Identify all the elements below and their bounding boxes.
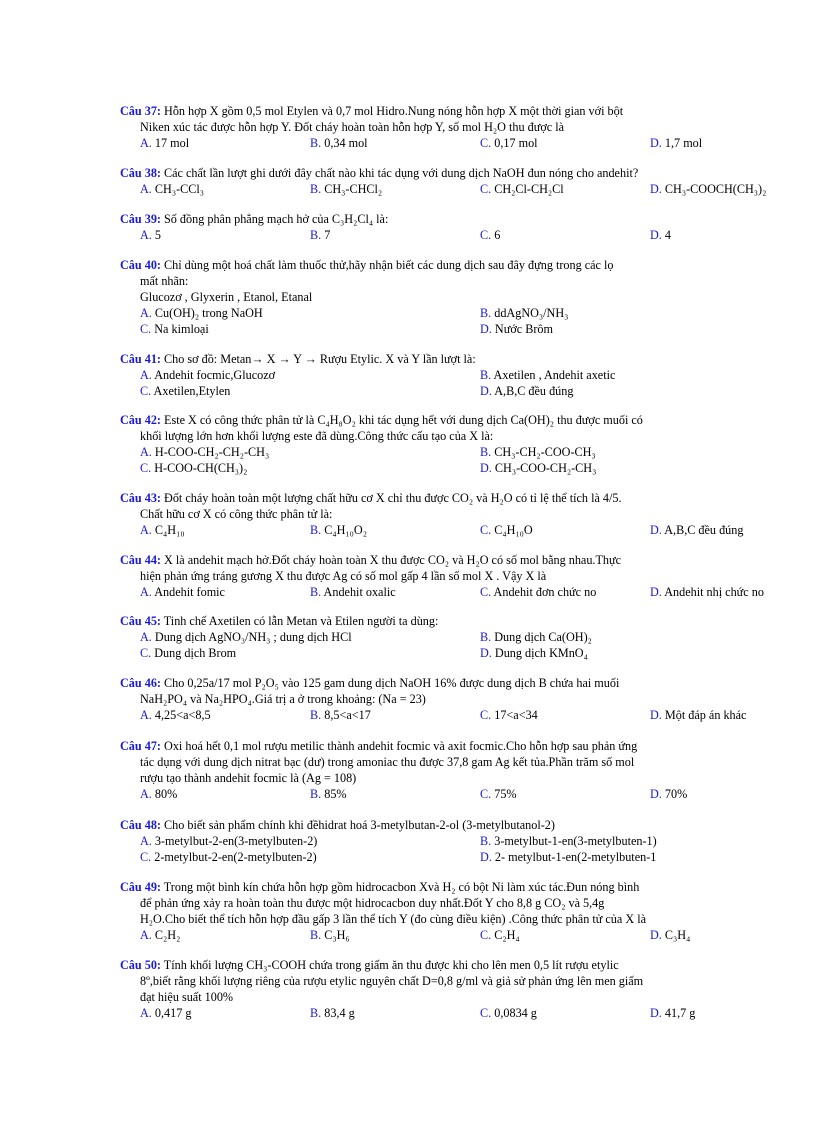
question-text-line [120, 165, 790, 181]
answer-option-key: B. [310, 787, 322, 801]
answer-option-text: CH₃-CHCl₂ [321, 182, 383, 196]
answer-options-row [120, 849, 790, 865]
answer-option-key: A. [140, 787, 152, 801]
question-text: H₂O.Cho biết thể tích hỗn hợp đầu gấp 3 lần thể tích Y (đo cùng điều kiện) .Công thức phân tử của X là [140, 912, 646, 926]
answer-option-text: Andehit focmic,Glucozơ [151, 368, 276, 382]
answer-option [480, 321, 553, 337]
question-text: NaH₂PO₄ và Na₂HPO₄.Giá trị a ở trong khoảng: (Na = 23) [140, 692, 426, 706]
question-text-line [120, 552, 790, 568]
answer-option-key: D. [480, 322, 492, 336]
answer-option-text: Dung dịch Ca(OH)₂ [491, 630, 592, 644]
question-37 [120, 103, 790, 151]
answer-option-key: C. [480, 228, 492, 242]
answer-option [140, 786, 177, 802]
answer-option-text: Dung dịch AgNO₃/NH₃ ; dung dịch HCl [151, 630, 352, 644]
answer-option [140, 707, 211, 723]
answer-option-text: Dung dịch Brom [151, 646, 237, 660]
answer-option-text: Nước Brôm [491, 322, 553, 336]
question-number: Câu 38: [120, 166, 161, 180]
answer-option-key: B. [310, 136, 322, 150]
answer-option-key: C. [140, 461, 152, 475]
answer-option-key: A. [140, 585, 152, 599]
question-39 [120, 211, 790, 243]
answer-option-key: A. [140, 228, 152, 242]
question-49 [120, 879, 790, 943]
answer-options-row [120, 927, 790, 943]
answer-option-text: C₂H₂ [151, 928, 181, 942]
question-text: Số đồng phân phẳng mạch hở của C₃H₂Cl₄ là: [160, 212, 389, 226]
answer-option [650, 786, 687, 802]
answer-option-key: D. [650, 585, 662, 599]
answer-option-text: Andehit fomic [151, 585, 225, 599]
answer-options-row [120, 645, 790, 661]
question-number: Câu 42: [120, 413, 161, 427]
answer-option-text: Cu(OH)₂ trong NaOH [151, 306, 263, 320]
answer-option-key: A. [140, 182, 152, 196]
answer-option [310, 135, 368, 151]
answer-option [480, 135, 538, 151]
answer-option-key: C. [480, 182, 492, 196]
question-number: Câu 40: [120, 258, 161, 272]
answer-option-text: Andehit nhị chức no [661, 585, 764, 599]
answer-option-key: B. [310, 228, 322, 242]
answer-option-text: CH₃-COOCH(CH₃)₂ [661, 182, 767, 196]
answer-option-text: 8,5<a<17 [321, 708, 371, 722]
answer-option-text: 1,7 mol [661, 136, 703, 150]
question-41 [120, 351, 790, 399]
question-text: Este X có công thức phân tử là C₄H₈O₂ khi tác dụng hết với dung dịch Ca(OH)₂ thu được muối có [160, 413, 643, 427]
question-40 [120, 257, 790, 337]
answer-option-text: 0,0834 g [491, 1006, 537, 1020]
answer-option-text: Một đáp án khác [661, 708, 747, 722]
question-text-line [120, 289, 790, 305]
answer-option [140, 181, 204, 197]
answer-option-key: C. [480, 928, 492, 942]
question-text: X là andehit mạch hở.Đốt cháy hoàn toàn X thu được CO₂ và H₂O có số mol bằng nhau.Thực [160, 553, 622, 567]
answer-option-key: B. [480, 630, 492, 644]
answer-option [140, 629, 352, 645]
answer-option [480, 786, 517, 802]
answer-option-key: D. [480, 850, 492, 864]
answer-option-key: C. [480, 585, 492, 599]
answer-option [480, 927, 520, 943]
answer-options-row [120, 227, 790, 243]
answer-option-key: C. [480, 708, 492, 722]
question-number: Câu 44: [120, 553, 161, 567]
answer-option [140, 927, 180, 943]
answer-option-text: 3-metylbut-1-en(3-metylbuten-1) [491, 834, 657, 848]
question-text: tác dụng với dung dịch nitrat bạc (dư) trong amoniac thu được 37,8 gam Ag kết tủa.Phần trăm số mol [140, 755, 635, 769]
question-text-line [120, 211, 790, 227]
question-text: Tính khối lượng CH₃-COOH chứa trong giấm ăn thu được khi cho lên men 0,5 lít rượu etylic [160, 958, 619, 972]
answer-option-text: 0,417 g [151, 1006, 192, 1020]
answer-option-key: A. [140, 1006, 152, 1020]
answer-option [310, 181, 382, 197]
question-number: Câu 45: [120, 614, 161, 628]
answer-option [480, 833, 657, 849]
answer-option [310, 522, 367, 538]
question-text: Chất hữu cơ X có công thức phân tử là: [140, 507, 333, 521]
answer-options-row [120, 629, 790, 645]
question-number: Câu 46: [120, 676, 161, 690]
answer-option [480, 1005, 537, 1021]
question-text-line [120, 817, 790, 833]
answer-option-key: C. [140, 322, 152, 336]
question-text: mất nhãn: [140, 274, 189, 288]
question-number: Câu 37: [120, 104, 161, 118]
question-text-line [120, 119, 790, 135]
answer-option-text: Andehit oxalic [321, 585, 396, 599]
answer-options-row [120, 321, 790, 337]
question-text-line [120, 490, 790, 506]
question-text-line [120, 103, 790, 119]
answer-options-row [120, 367, 790, 383]
answer-option-text: 0,17 mol [491, 136, 538, 150]
answer-option [140, 383, 230, 399]
answer-options-row [120, 305, 790, 321]
answer-option-key: D. [650, 928, 662, 942]
answer-option-key: B. [310, 708, 322, 722]
question-text: Cho biết sản phẩm chính khi đềhidrat hoá 3-metylbutan-2-ol (3-metylbutanol-2) [160, 818, 555, 832]
question-45 [120, 613, 790, 661]
answer-option-key: A. [140, 523, 152, 537]
answer-option-key: D. [650, 228, 662, 242]
answer-option [480, 460, 596, 476]
answer-option-key: B. [310, 928, 322, 942]
answer-option-key: A. [140, 136, 152, 150]
answer-option-text: H-COO-CH(CH₃)₂ [151, 461, 248, 475]
answer-option-text: 85% [321, 787, 347, 801]
answer-option [480, 629, 592, 645]
answer-option [310, 1005, 355, 1021]
answer-option-text: 17 mol [151, 136, 190, 150]
answer-option [480, 181, 564, 197]
question-text: Hỗn hợp X gồm 0,5 mol Etylen và 0,7 mol Hidro.Nung nóng hỗn hợp X một thời gian với bột [160, 104, 624, 118]
question-text-line [120, 770, 790, 786]
answer-option-key: B. [310, 523, 322, 537]
answer-option-text: C₄H₁₀ [151, 523, 185, 537]
answer-option [650, 522, 743, 538]
answer-option-text: Dung dịch KMnO₄ [491, 646, 588, 660]
question-number: Câu 49: [120, 880, 161, 894]
answer-option-key: B. [310, 585, 322, 599]
answer-option-key: A. [140, 928, 152, 942]
answer-option-text: CH₃-CCl₃ [151, 182, 205, 196]
answer-option [140, 460, 247, 476]
question-44 [120, 552, 790, 600]
answer-option [650, 227, 671, 243]
answer-option-key: A. [140, 834, 152, 848]
answer-option-key: A. [140, 368, 152, 382]
answer-option [310, 927, 350, 943]
question-text: Các chất lần lượt ghi dưới đây chất nào khi tác dụng với dung dịch NaOH đun nóng cho andehit? [160, 166, 639, 180]
answer-option-text: 0,34 mol [321, 136, 368, 150]
answer-option-key: D. [480, 384, 492, 398]
answer-option [310, 786, 347, 802]
answer-options-row [120, 707, 790, 723]
question-text: Glucozơ , Glyxerin , Etanol, Etanal [140, 290, 313, 304]
question-47 [120, 738, 790, 802]
question-text: Cho sơ đồ: Metan→ X → Y → Rượu Etylic. X và Y lần lượt là: [160, 352, 476, 366]
answer-option [140, 367, 275, 383]
answer-option [140, 584, 225, 600]
question-number: Câu 39: [120, 212, 161, 226]
question-text-line [120, 691, 790, 707]
answer-option [650, 707, 746, 723]
answer-option-text: C₃H₄ [661, 928, 691, 942]
answer-option-text: 80% [151, 787, 178, 801]
answer-option [310, 227, 330, 243]
answer-option-key: A. [140, 445, 152, 459]
question-text-line [120, 911, 790, 927]
question-text-line [120, 957, 790, 973]
answer-option-key: C. [480, 136, 492, 150]
exam-document [120, 103, 790, 1021]
answer-option-text: Andehit đơn chức no [491, 585, 597, 599]
question-text: khối lượng lớn hơn khối lượng este đã dùng.Công thức cấu tạo của X là: [140, 429, 494, 443]
question-text: 8º,biết rằng khối lượng riêng của rượu etylic nguyên chất D=0,8 g/ml và giả sử phản ứng lên men giấm [140, 974, 644, 988]
answer-option-key: C. [140, 850, 152, 864]
answer-option [480, 383, 573, 399]
question-43 [120, 490, 790, 538]
answer-option-key: B. [480, 445, 492, 459]
answer-option-key: C. [140, 384, 152, 398]
question-number: Câu 50: [120, 958, 161, 972]
answer-option [480, 522, 533, 538]
answer-option-text: C₄H₁₀O [491, 523, 533, 537]
answer-option-text: 2- metylbut-1-en(2-metylbuten-1 [491, 850, 657, 864]
answer-option-key: C. [480, 787, 492, 801]
question-number: Câu 43: [120, 491, 161, 505]
answer-option-key: B. [310, 1006, 322, 1020]
question-50 [120, 957, 790, 1021]
answer-option-text: 17<a<34 [491, 708, 538, 722]
answer-options-row [120, 383, 790, 399]
answer-option-text: 6 [491, 228, 501, 242]
answer-option-key: D. [650, 523, 662, 537]
question-text-line [120, 613, 790, 629]
answer-option [140, 849, 317, 865]
question-number: Câu 47: [120, 739, 161, 753]
answer-option [140, 444, 269, 460]
question-text: Niken xúc tác được hỗn hợp Y. Đốt cháy hoàn toàn hỗn hợp Y, số mol H₂O thu được là [140, 120, 565, 134]
answer-option-key: B. [480, 368, 492, 382]
answer-option-key: D. [480, 461, 492, 475]
answer-option [650, 1005, 695, 1021]
question-42 [120, 412, 790, 476]
question-number: Câu 48: [120, 818, 161, 832]
question-text: đạt hiệu suất 100% [140, 990, 234, 1004]
question-text: hiện phản ứng tráng gương X thu được Ag có số mol gấp 4 lần số mol X . Vậy X là [140, 569, 547, 583]
question-text-line [120, 257, 790, 273]
question-46 [120, 675, 790, 723]
answer-option [480, 444, 596, 460]
answer-option [140, 227, 161, 243]
answer-option [480, 584, 596, 600]
answer-option [480, 849, 656, 865]
answer-options-row [120, 444, 790, 460]
question-text-line [120, 879, 790, 895]
answer-option-key: A. [140, 708, 152, 722]
answer-options-row [120, 460, 790, 476]
answer-option [140, 522, 185, 538]
answer-option [480, 305, 568, 321]
question-text-line [120, 568, 790, 584]
answer-option-text: A,B,C đều đúng [491, 384, 574, 398]
answer-option [650, 927, 690, 943]
answer-option [650, 135, 702, 151]
answer-option [480, 645, 588, 661]
question-text-line [120, 428, 790, 444]
question-text-line [120, 675, 790, 691]
question-text-line [120, 973, 790, 989]
answer-option-text: CH₃-COO-CH₂-CH₃ [491, 461, 597, 475]
answer-option-text: 75% [491, 787, 517, 801]
answer-option-key: D. [650, 136, 662, 150]
answer-option-text: 4 [661, 228, 671, 242]
answer-option [140, 833, 317, 849]
answer-option-key: D. [650, 708, 662, 722]
question-text: Cho 0,25a/17 mol P₂O₅ vào 125 gam dung dịch NaOH 16% được dung dịch B chứa hai muối [160, 676, 620, 690]
answer-option-text: 5 [151, 228, 161, 242]
answer-option [140, 1005, 191, 1021]
question-text-line [120, 273, 790, 289]
answer-option [480, 367, 615, 383]
answer-option-text: C₄H₁₀O₂ [321, 523, 367, 537]
answer-option-text: 7 [321, 228, 331, 242]
answer-option-text: Na kimloại [151, 322, 209, 336]
answer-option [140, 135, 189, 151]
question-text: Trong một bình kín chứa hỗn hợp gồm hidrocacbon Xvà H₂ có bột Ni làm xúc tác.Đun nóng bình [160, 880, 640, 894]
answer-options-row [120, 135, 790, 151]
answer-option-key: D. [480, 646, 492, 660]
answer-option-key: B. [310, 182, 322, 196]
question-text: Oxi hoá hết 0,1 mol rượu metilic thành andehit focmic và axit focmic.Cho hỗn hợp sau phản ứng [160, 739, 638, 753]
question-text-line [120, 738, 790, 754]
answer-options-row [120, 833, 790, 849]
question-text: Đốt cháy hoàn toàn một lượng chất hữu cơ X chỉ thu được CO₂ và H₂O có tỉ lệ thể tích là 4/5. [160, 491, 622, 505]
answer-option-text: A,B,C đều đúng [661, 523, 744, 537]
answer-option [480, 707, 538, 723]
answer-option-text: 2-metylbut-2-en(2-metylbuten-2) [151, 850, 317, 864]
answer-option-key: D. [650, 182, 662, 196]
question-text-line [120, 754, 790, 770]
answer-option [650, 584, 764, 600]
answer-option-key: B. [480, 306, 492, 320]
answer-options-row [120, 181, 790, 197]
question-text-line [120, 351, 790, 367]
answer-option-text: Axetilen,Etylen [151, 384, 231, 398]
question-text: Tinh chế Axetilen có lẫn Metan và Etilen người ta dùng: [160, 614, 439, 628]
answer-option-text: 4,25<a<8,5 [151, 708, 211, 722]
answer-option-text: 70% [661, 787, 688, 801]
question-text-line [120, 895, 790, 911]
answer-option-key: C. [480, 523, 492, 537]
answer-option-text: ddAgNO₃/NH₃ [491, 306, 569, 320]
question-text: Chỉ dùng một hoá chất làm thuốc thử,hãy nhận biết các dung dịch sau đây đựng trong các lọ [160, 258, 614, 272]
answer-option-key: B. [480, 834, 492, 848]
question-38 [120, 165, 790, 197]
answer-options-row [120, 584, 790, 600]
question-number: Câu 41: [120, 352, 161, 366]
answer-options-row [120, 786, 790, 802]
answer-option-text: 83,4 g [321, 1006, 355, 1020]
question-text-line [120, 412, 790, 428]
question-48 [120, 817, 790, 865]
answer-option-text: C₃H₆ [321, 928, 350, 942]
question-text-line [120, 506, 790, 522]
question-text: để phản ứng xảy ra hoàn toàn thu được một hidrocacbon duy nhất.Đốt Y cho 8,8 g CO₂ và 5,4g [140, 896, 605, 910]
question-text-line [120, 989, 790, 1005]
answer-option-key: A. [140, 630, 152, 644]
answer-option [480, 227, 500, 243]
answer-option-text: Axetilen , Andehit axetic [491, 368, 616, 382]
answer-options-row [120, 522, 790, 538]
answer-option-text: C₂H₄ [491, 928, 520, 942]
answer-option [310, 707, 371, 723]
answer-option-text: CH₂Cl-CH₂Cl [491, 182, 564, 196]
question-text: rượu tạo thành andehit focmic là (Ag = 108) [140, 771, 357, 785]
answer-option-key: A. [140, 306, 152, 320]
answer-option-text: 41,7 g [661, 1006, 696, 1020]
answer-option-key: C. [480, 1006, 492, 1020]
answer-option [310, 584, 396, 600]
answer-option [140, 321, 209, 337]
answer-option [650, 181, 766, 197]
answer-option-text: H-COO-CH₂-CH₂-CH₃ [151, 445, 270, 459]
answer-option-text: CH₃-CH₂-COO-CH₃ [491, 445, 596, 459]
answer-option-key: D. [650, 1006, 662, 1020]
answer-option-text: 3-metylbut-2-en(3-metylbuten-2) [151, 834, 318, 848]
answer-option-key: C. [140, 646, 152, 660]
answer-option [140, 305, 263, 321]
answer-option-key: D. [650, 787, 662, 801]
answer-option [140, 645, 236, 661]
answer-options-row [120, 1005, 790, 1021]
